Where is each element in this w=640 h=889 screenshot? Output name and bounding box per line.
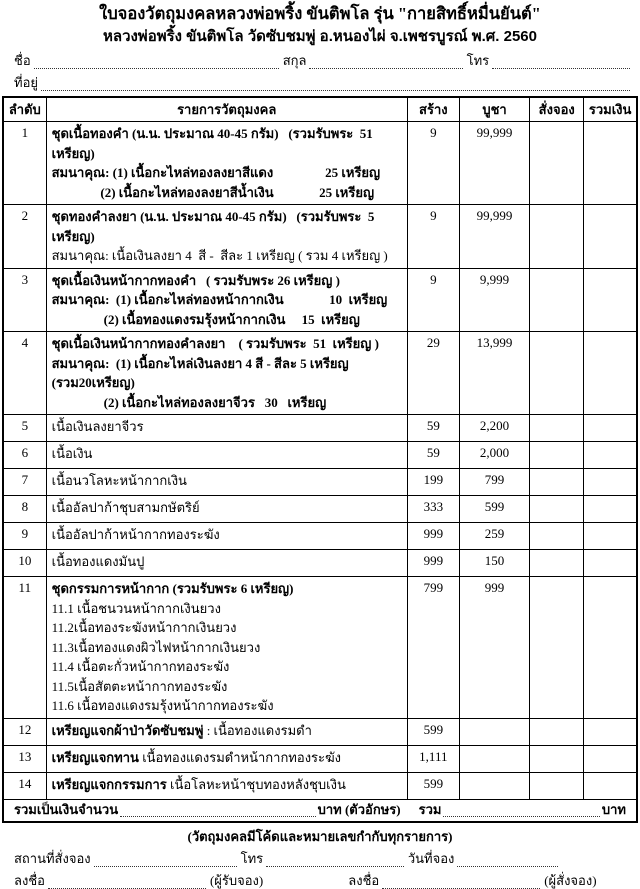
table-row bbox=[3, 745, 637, 772]
row-total-cell bbox=[584, 772, 637, 799]
made-count-cell: 9 bbox=[407, 205, 459, 269]
table-header-row bbox=[3, 97, 637, 122]
row-total-cell bbox=[584, 415, 637, 442]
sum-label: รวม bbox=[418, 801, 442, 817]
item-text-line: เนื้อเงินลงยาจีวร bbox=[51, 419, 144, 434]
row-total-cell bbox=[584, 268, 637, 332]
row-total-cell bbox=[584, 442, 637, 469]
order-qty-cell bbox=[530, 122, 584, 205]
sign-left-field bbox=[48, 876, 206, 889]
phone-label: โทร bbox=[466, 53, 490, 68]
column-header: รวมเงิน bbox=[584, 97, 637, 122]
order-qty-cell bbox=[530, 523, 584, 550]
table-row bbox=[3, 122, 637, 205]
price-cell: 999 bbox=[459, 577, 529, 719]
order-qty-cell bbox=[530, 415, 584, 442]
item-text-line: 11.1 เนื้อชนวนหน้ากากเงินยวง bbox=[51, 600, 221, 616]
table-row bbox=[3, 550, 637, 577]
item-text-line: เหรียญแจกกรรมการ เนื้อโลหะหน้าชุบทองหลังชุบเงิน bbox=[51, 776, 346, 792]
sign-right-field bbox=[382, 876, 540, 889]
price-cell: 99,999 bbox=[459, 122, 529, 205]
item-text-line: (2) เนื้อทองแดงรมรุ้งหน้ากากเงิน 15 เหรียญ bbox=[51, 311, 360, 327]
item-text-line: เนื้ออัลปาก้าหน้ากากทองระฆัง bbox=[51, 527, 220, 542]
price-cell bbox=[459, 772, 529, 799]
order-qty-cell bbox=[530, 772, 584, 799]
row-number-cell: 5 bbox=[3, 415, 46, 442]
column-header: ลำดับ bbox=[3, 97, 46, 122]
item-cell bbox=[46, 772, 407, 799]
row-number-cell: 1 bbox=[3, 122, 46, 205]
price-cell: 9,999 bbox=[459, 268, 529, 332]
made-count-cell: 333 bbox=[407, 496, 459, 523]
order-date-field bbox=[457, 854, 558, 867]
row-number-cell: 11 bbox=[3, 577, 46, 719]
row-total-cell bbox=[584, 745, 637, 772]
row-number-cell: 2 bbox=[3, 205, 46, 269]
made-count-cell: 999 bbox=[407, 523, 459, 550]
price-cell: 13,999 bbox=[459, 332, 529, 415]
tel-field bbox=[266, 854, 404, 867]
price-cell bbox=[459, 745, 529, 772]
tel-label: โทร bbox=[240, 850, 264, 866]
item-cell bbox=[46, 469, 407, 496]
total-amount-text-field bbox=[120, 804, 316, 817]
signature-line bbox=[2, 873, 638, 889]
table-body bbox=[3, 122, 637, 800]
item-text-line: เนื้อนวโลหะหน้ากากเงิน bbox=[51, 473, 187, 488]
item-cell bbox=[46, 523, 407, 550]
row-number-cell: 9 bbox=[3, 523, 46, 550]
item-text-line: 11.6 เนื้อทองแดงรมรุ้งหน้ากากทองระฆัง bbox=[51, 698, 274, 713]
item-text-line: ชุดเนื้อเงินหน้ากากทองคำ ( รวมรับพระ 26 เหรียญ ) bbox=[51, 272, 340, 288]
name-label: ชื่อ bbox=[14, 53, 31, 68]
surname-label: สกุล bbox=[282, 53, 307, 68]
made-count-cell: 29 bbox=[407, 332, 459, 415]
order-place-line bbox=[2, 851, 638, 867]
item-text-line: เหรียญแจกทาน เนื้อทองแดงรมดำหน้ากากทองระฆัง bbox=[51, 749, 341, 765]
table-row bbox=[3, 718, 637, 745]
row-number-cell: 8 bbox=[3, 496, 46, 523]
summary-row bbox=[3, 799, 637, 822]
orderer-label: (ผู้สั่งจอง) bbox=[544, 872, 597, 888]
table-row bbox=[3, 332, 637, 415]
page-subtitle: หลวงพ่อพริ้ง ขันติพโล วัดซับชมพู่ อ.หนองไผ่ จ.เพชรบูรณ์ พ.ศ. 2560 bbox=[102, 28, 537, 45]
row-number-cell: 7 bbox=[3, 469, 46, 496]
baht-label: บาท bbox=[601, 801, 626, 817]
item-cell bbox=[46, 122, 407, 205]
sign-right-label: ลงชื่อ bbox=[348, 872, 380, 888]
order-qty-cell bbox=[530, 745, 584, 772]
receiver-label: (ผู้รับจอง) bbox=[209, 872, 264, 888]
item-text-line: สมนาคุณ: (1) เนื้อกะไหล่เงินลงยา 4 สี - สีละ 5 เหรียญ (รวม20เหรียญ) bbox=[51, 355, 352, 390]
made-count-cell: 59 bbox=[407, 442, 459, 469]
item-text-line: เหรียญแจกผ้าป่าวัดซับชมพู่ : เนื้อทองแดงรมดำ bbox=[51, 722, 312, 738]
address-label: ที่อยู่ bbox=[14, 75, 38, 90]
total-amount-line bbox=[12, 802, 628, 817]
row-number-cell: 3 bbox=[3, 268, 46, 332]
order-qty-cell bbox=[530, 577, 584, 719]
made-count-cell: 799 bbox=[407, 577, 459, 719]
table-row bbox=[3, 577, 637, 719]
name-line bbox=[2, 53, 638, 69]
item-text-line: ชุดทองคำลงยา (น.น. ประมาณ 40-45 กรัม) (รวมรับพระ 5 เหรียญ) bbox=[51, 209, 381, 244]
item-text-line: ชุดกรรมการหน้ากาก (รวมรับพระ 6 เหรียญ) bbox=[51, 581, 294, 596]
item-text-line: เนื้อเงิน bbox=[51, 446, 93, 461]
row-total-cell bbox=[584, 496, 637, 523]
column-header: บูชา bbox=[459, 97, 529, 122]
made-count-cell: 9 bbox=[407, 122, 459, 205]
baht-text-label: บาท (ตัวอักษร) bbox=[317, 801, 401, 817]
item-cell bbox=[46, 442, 407, 469]
item-cell bbox=[46, 332, 407, 415]
row-total-cell bbox=[584, 718, 637, 745]
item-text-line: สมนาคุณ: เนื้อเงินลงยา 4 สี - สีละ 1 เหรียญ ( รวม 4 เหรียญ ) bbox=[51, 248, 388, 263]
row-number-cell: 12 bbox=[3, 718, 46, 745]
order-qty-cell bbox=[530, 496, 584, 523]
row-total-cell bbox=[584, 332, 637, 415]
order-qty-cell bbox=[530, 268, 584, 332]
item-text-line: เนื้อทองแดงมันปู bbox=[51, 554, 145, 569]
item-cell bbox=[46, 718, 407, 745]
column-header: สร้าง bbox=[407, 97, 459, 122]
row-total-cell bbox=[584, 550, 637, 577]
item-cell bbox=[46, 577, 407, 719]
price-cell: 150 bbox=[459, 550, 529, 577]
item-text-line: 11.2เนื้อทองระฆังหน้ากากเงินยวง bbox=[51, 620, 237, 635]
table-row bbox=[3, 772, 637, 799]
order-qty-cell bbox=[530, 469, 584, 496]
order-qty-cell bbox=[530, 442, 584, 469]
sum-amount-field bbox=[443, 804, 599, 817]
order-place-label: สถานที่สั่งจอง bbox=[14, 850, 91, 866]
row-total-cell bbox=[584, 122, 637, 205]
address-line bbox=[2, 75, 638, 91]
price-cell: 2,000 bbox=[459, 442, 529, 469]
table-row bbox=[3, 415, 637, 442]
order-qty-cell bbox=[530, 332, 584, 415]
item-text-line: (2) เนื้อกะไหล่ทองลงยาจีวร 30 เหรียญ bbox=[51, 394, 327, 410]
phone-field bbox=[492, 56, 630, 69]
made-count-cell: 599 bbox=[407, 772, 459, 799]
name-field bbox=[34, 56, 279, 69]
price-cell: 799 bbox=[459, 469, 529, 496]
item-text-line: 11.5เนื้อสัตตะหน้ากากทองระฆัง bbox=[51, 678, 228, 694]
order-place-field bbox=[94, 854, 237, 867]
order-qty-cell bbox=[530, 718, 584, 745]
address-field bbox=[41, 78, 630, 91]
table-row bbox=[3, 442, 637, 469]
page-title: ใบจองวัตถุมงคลหลวงพ่อพริ้ง ขันติพโล รุ่น "กายสิทธิ์หมื่นยันต์" bbox=[99, 4, 541, 23]
order-date-label: วันที่จอง bbox=[407, 850, 455, 866]
item-text-line: (2) เนื้อกะไหล่ทองลงยาสีน้ำเงิน 25 เหรียญ bbox=[51, 184, 375, 200]
item-cell bbox=[46, 415, 407, 442]
price-cell: 599 bbox=[459, 496, 529, 523]
item-text-line: 11.3เนื้อทองแดงผิวไฟหน้ากากเงินยวง bbox=[51, 639, 261, 655]
item-text-line: ชุดเนื้อทองคำ (น.น. ประมาณ 40-45 กรัม) (รวมรับพระ 51 เหรียญ) bbox=[51, 126, 380, 161]
made-count-cell: 59 bbox=[407, 415, 459, 442]
item-cell bbox=[46, 268, 407, 332]
total-amount-label: รวมเป็นเงินจำนวน bbox=[14, 801, 119, 817]
column-header: สั่งจอง bbox=[530, 97, 584, 122]
made-count-cell: 999 bbox=[407, 550, 459, 577]
item-text-line: 11.4 เนื้อตะกั่วหน้ากากทองระฆัง bbox=[51, 659, 230, 674]
table-row bbox=[3, 469, 637, 496]
made-count-cell: 599 bbox=[407, 718, 459, 745]
made-count-cell: 9 bbox=[407, 268, 459, 332]
code-note: (วัตถุมงคลมีโค้ดและหมายเลขกำกับทุกรายการ) bbox=[187, 828, 453, 844]
item-text-line: ชุดเนื้อเงินหน้ากากทองคำลงยา ( รวมรับพระ 51 เหรียญ ) bbox=[51, 336, 379, 351]
item-cell bbox=[46, 745, 407, 772]
order-qty-cell bbox=[530, 205, 584, 269]
table-row bbox=[3, 205, 637, 269]
item-text-line: สมนาคุณ: (1) เนื้อกะไหล่ทองหน้ากากเงิน 10 เหรียญ bbox=[51, 292, 388, 307]
item-text-line: เนื้ออัลปาก้าชุบสามกษัตริย์ bbox=[51, 500, 200, 515]
item-cell bbox=[46, 205, 407, 269]
item-text-line: สมนาคุณ: (1) เนื้อกะไหล่ทองลงยาสีแดง 25 เหรียญ bbox=[51, 165, 381, 180]
row-number-cell: 14 bbox=[3, 772, 46, 799]
price-cell bbox=[459, 718, 529, 745]
price-cell: 259 bbox=[459, 523, 529, 550]
made-count-cell: 199 bbox=[407, 469, 459, 496]
order-qty-cell bbox=[530, 550, 584, 577]
column-header: รายการวัตถุมงคล bbox=[46, 97, 407, 122]
row-number-cell: 10 bbox=[3, 550, 46, 577]
row-total-cell bbox=[584, 577, 637, 719]
row-total-cell bbox=[584, 469, 637, 496]
surname-field bbox=[309, 56, 462, 69]
made-count-cell: 1,111 bbox=[407, 745, 459, 772]
row-total-cell bbox=[584, 205, 637, 269]
items-table bbox=[2, 96, 638, 823]
table-row bbox=[3, 496, 637, 523]
price-cell: 99,999 bbox=[459, 205, 529, 269]
item-cell bbox=[46, 550, 407, 577]
sign-left-label: ลงชื่อ bbox=[14, 872, 45, 888]
row-total-cell bbox=[584, 523, 637, 550]
item-cell bbox=[46, 496, 407, 523]
price-cell: 2,200 bbox=[459, 415, 529, 442]
summary-cell bbox=[3, 799, 637, 822]
row-number-cell: 4 bbox=[3, 332, 46, 415]
row-number-cell: 13 bbox=[3, 745, 46, 772]
row-number-cell: 6 bbox=[3, 442, 46, 469]
table-row bbox=[3, 268, 637, 332]
table-row bbox=[3, 523, 637, 550]
